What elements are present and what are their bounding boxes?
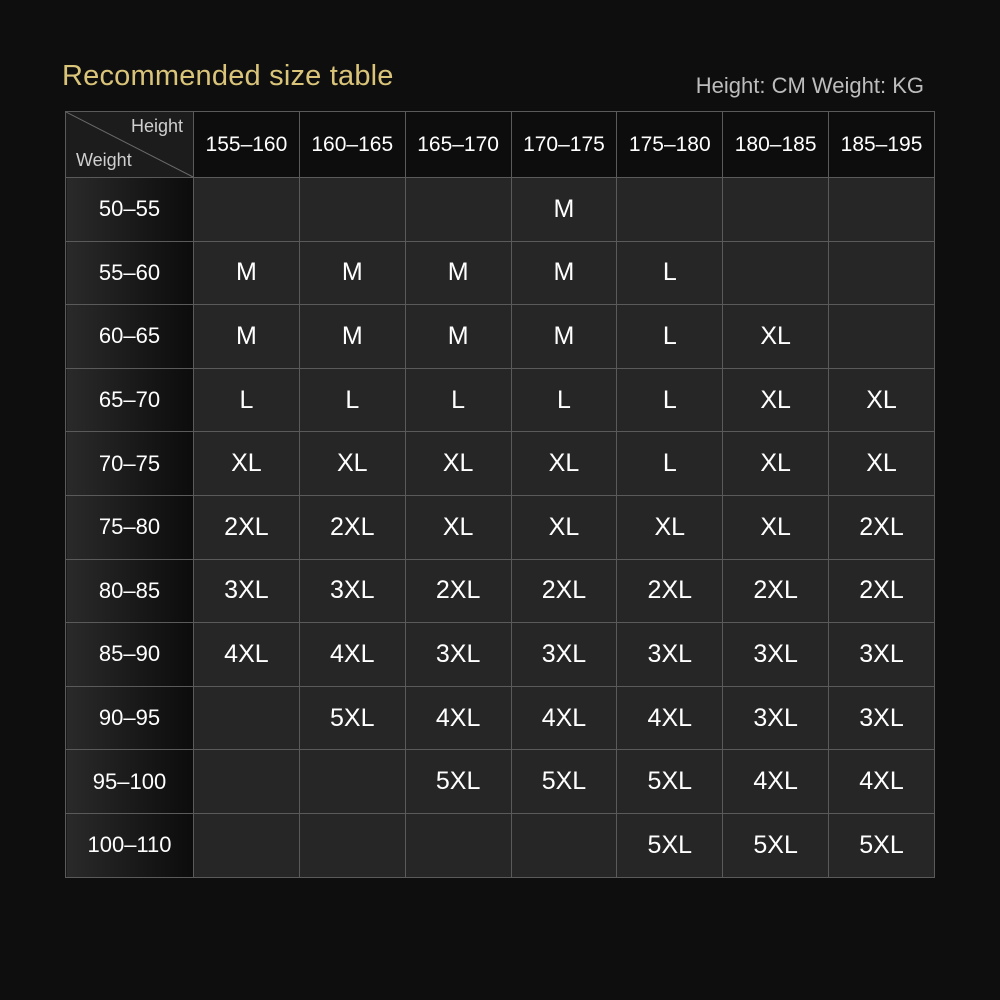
corner-cell [66, 112, 194, 178]
height-header: 165–170 [405, 112, 511, 178]
table-row [66, 750, 935, 814]
height-axis-label: Height [130, 116, 183, 136]
size-cell: L [511, 368, 617, 432]
size-cell: 5XL [617, 750, 723, 814]
table-row [66, 686, 935, 750]
height-header: 155–160 [194, 112, 300, 178]
size-cell: 4XL [405, 686, 511, 750]
size-cell: 4XL [194, 623, 300, 687]
size-cell [194, 813, 300, 877]
size-cell: 3XL [723, 686, 829, 750]
size-cell [405, 178, 511, 242]
size-cell: 2XL [723, 559, 829, 623]
size-cell: 5XL [617, 813, 723, 877]
weight-label: 55–60 [66, 241, 194, 305]
height-header: 160–165 [299, 112, 405, 178]
size-cell [829, 241, 935, 305]
size-cell: XL [829, 368, 935, 432]
weight-label: 80–85 [66, 559, 194, 623]
size-cell: M [405, 305, 511, 369]
table-row [66, 623, 935, 687]
size-cell: L [299, 368, 405, 432]
size-cell: M [511, 241, 617, 305]
size-cell: 4XL [723, 750, 829, 814]
size-cell: 5XL [723, 813, 829, 877]
table-body [66, 178, 935, 878]
table-row [66, 559, 935, 623]
size-cell: XL [405, 432, 511, 496]
size-cell [194, 686, 300, 750]
size-cell: XL [723, 495, 829, 559]
weight-label: 75–80 [66, 495, 194, 559]
size-cell: 3XL [829, 623, 935, 687]
weight-label: 85–90 [66, 623, 194, 687]
size-cell: XL [405, 495, 511, 559]
weight-label: 90–95 [66, 686, 194, 750]
size-cell: L [617, 241, 723, 305]
size-cell [405, 813, 511, 877]
size-cell: XL [511, 495, 617, 559]
size-cell [299, 813, 405, 877]
size-cell [829, 178, 935, 242]
size-cell: 3XL [405, 623, 511, 687]
table-row [66, 368, 935, 432]
size-cell: XL [194, 432, 300, 496]
weight-label: 60–65 [66, 305, 194, 369]
size-cell: M [194, 241, 300, 305]
size-cell: L [194, 368, 300, 432]
size-cell [194, 750, 300, 814]
size-cell: XL [723, 305, 829, 369]
size-cell [723, 178, 829, 242]
size-cell: L [617, 432, 723, 496]
size-cell: XL [511, 432, 617, 496]
weight-label: 70–75 [66, 432, 194, 496]
header-row [66, 112, 935, 178]
table-row [66, 813, 935, 877]
size-cell: 5XL [511, 750, 617, 814]
size-cell: XL [723, 432, 829, 496]
size-cell: M [511, 178, 617, 242]
size-cell: XL [299, 432, 405, 496]
units-note: Height: CM Weight: KG [695, 73, 924, 98]
size-cell: 5XL [299, 686, 405, 750]
size-cell: 3XL [511, 623, 617, 687]
height-header: 170–175 [511, 112, 617, 178]
height-header: 175–180 [617, 112, 723, 178]
size-cell: 2XL [829, 495, 935, 559]
size-cell: M [405, 241, 511, 305]
size-cell [511, 813, 617, 877]
size-table [65, 111, 935, 878]
weight-label: 50–55 [66, 178, 194, 242]
size-cell: M [511, 305, 617, 369]
size-cell: 2XL [299, 495, 405, 559]
size-cell: 3XL [723, 623, 829, 687]
height-header: 185–195 [829, 112, 935, 178]
size-cell: M [194, 305, 300, 369]
size-cell: 4XL [511, 686, 617, 750]
size-cell: XL [829, 432, 935, 496]
size-cell: 4XL [829, 750, 935, 814]
size-cell: M [299, 241, 405, 305]
size-cell: XL [617, 495, 723, 559]
table-row [66, 241, 935, 305]
weight-label: 95–100 [66, 750, 194, 814]
table-row [66, 495, 935, 559]
size-cell: 2XL [617, 559, 723, 623]
size-cell [829, 305, 935, 369]
weight-label: 100–110 [66, 813, 194, 877]
size-cell: 5XL [405, 750, 511, 814]
size-cell [299, 750, 405, 814]
size-cell: 4XL [617, 686, 723, 750]
size-cell: 3XL [194, 559, 300, 623]
weight-label: 65–70 [66, 368, 194, 432]
weight-axis-label: Weight [76, 150, 132, 170]
size-cell: 2XL [405, 559, 511, 623]
size-cell [194, 178, 300, 242]
size-cell: 4XL [299, 623, 405, 687]
size-cell: 2XL [829, 559, 935, 623]
size-cell: L [617, 368, 723, 432]
height-header: 180–185 [723, 112, 829, 178]
table-row [66, 432, 935, 496]
size-cell: L [617, 305, 723, 369]
size-cell: 2XL [194, 495, 300, 559]
size-cell [617, 178, 723, 242]
size-cell: 5XL [829, 813, 935, 877]
size-cell: 2XL [511, 559, 617, 623]
size-cell: L [405, 368, 511, 432]
table-row [66, 178, 935, 242]
size-cell: 3XL [829, 686, 935, 750]
size-cell: XL [723, 368, 829, 432]
table-row [66, 305, 935, 369]
size-cell: M [299, 305, 405, 369]
size-cell: 3XL [617, 623, 723, 687]
size-cell [299, 178, 405, 242]
page-title: Recommended size table [62, 60, 394, 92]
size-cell: 3XL [299, 559, 405, 623]
size-cell [723, 241, 829, 305]
